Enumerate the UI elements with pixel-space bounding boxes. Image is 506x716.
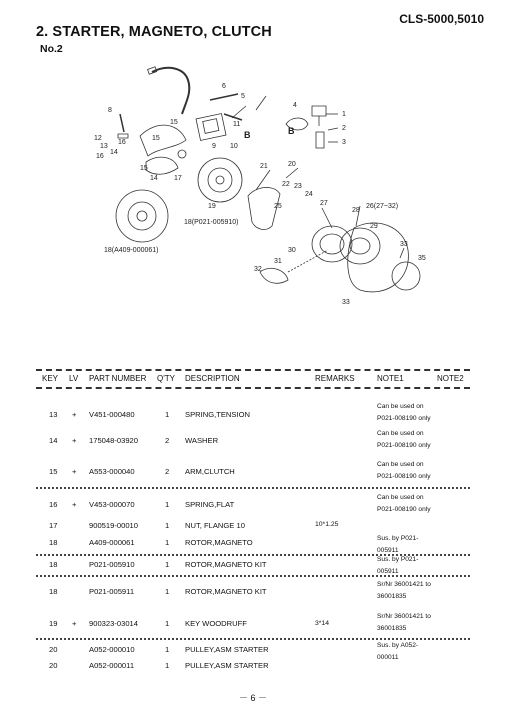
cell-qty: 1 (165, 645, 170, 654)
svg-text:27: 27 (320, 200, 328, 207)
group-divider (36, 575, 470, 577)
svg-text:30: 30 (288, 247, 296, 254)
cell-qty: 2 (165, 467, 170, 476)
cell-note1: Can be used on P021-008190 only (377, 430, 431, 449)
cell-lv: + (72, 467, 77, 476)
cell-note1: Can be used on P021-008190 only (377, 494, 431, 513)
col-header-note1: NOTE1 (377, 374, 404, 383)
cell-description: PULLEY,ASM STARTER (185, 661, 269, 670)
cell-note1: Sus. by P021- 005911 (377, 535, 419, 554)
model-number: CLS-5000,5010 (399, 12, 484, 26)
svg-text:5: 5 (241, 93, 245, 100)
svg-text:31: 31 (274, 258, 282, 265)
svg-text:23: 23 (294, 183, 302, 190)
cell-note1: Can be used on P021-008190 only (377, 461, 431, 480)
svg-text:14: 14 (150, 175, 158, 182)
col-header-note2: NOTE2 (437, 374, 464, 383)
cell-note1: Can be used on P021-008190 only (377, 403, 431, 422)
svg-text:25: 25 (274, 203, 282, 210)
cell-part-number: A052-000011 (89, 661, 135, 670)
svg-text:24: 24 (305, 191, 313, 198)
cell-part-number: 175048-03920 (89, 436, 138, 445)
cell-lv: + (72, 436, 77, 445)
svg-text:18(P021-005910): 18(P021-005910) (184, 219, 239, 226)
svg-text:20: 20 (288, 161, 296, 168)
svg-text:13: 13 (100, 143, 108, 150)
page-number: － 6 － (238, 693, 267, 703)
cell-qty: 1 (165, 538, 170, 547)
svg-text:17: 17 (174, 175, 182, 182)
cell-description: PULLEY,ASM STARTER (185, 645, 269, 654)
cell-description: ROTOR,MAGNETO (185, 538, 253, 547)
cell-lv: + (72, 500, 77, 509)
cell-part-number: A052-000010 (89, 645, 135, 654)
svg-text:1: 1 (342, 111, 346, 118)
col-header-qty: Q'TY (157, 374, 175, 383)
svg-text:28: 28 (352, 207, 360, 214)
cell-key: 16 (49, 500, 58, 509)
cell-key: 18 (49, 538, 58, 547)
svg-text:16: 16 (96, 153, 104, 160)
table-top-rule (36, 369, 470, 371)
cell-note1: Sus. by A052- 000011 (377, 642, 419, 661)
svg-text:19: 19 (208, 203, 216, 210)
cell-qty: 1 (165, 500, 170, 509)
cell-key: 17 (49, 521, 58, 530)
section-subtitle: No.2 (40, 43, 63, 55)
cell-description: ARM,CLUTCH (185, 467, 235, 476)
svg-text:2: 2 (342, 125, 346, 132)
cell-lv: + (72, 619, 77, 628)
cell-part-number: 900519-00010 (89, 521, 138, 530)
cell-qty: 1 (165, 619, 170, 628)
cell-description: KEY WOODRUFF (185, 619, 247, 628)
svg-text:21: 21 (260, 163, 268, 170)
cell-description: WASHER (185, 436, 219, 445)
svg-text:22: 22 (282, 181, 290, 188)
col-header-part-number: PART NUMBER (89, 374, 147, 383)
cell-part-number: A409-000061 (89, 538, 135, 547)
cell-part-number: A553-000040 (89, 467, 135, 476)
svg-text:15: 15 (170, 119, 178, 126)
cell-part-number: 900323-03014 (89, 619, 138, 628)
exploded-parts-diagram (60, 58, 460, 318)
group-divider (36, 487, 470, 489)
svg-text:33: 33 (342, 299, 350, 306)
cell-description: SPRING,FLAT (185, 500, 235, 509)
cell-qty: 1 (165, 560, 170, 569)
cell-note1: Sus. by P021- 005911 (377, 556, 419, 575)
cell-key: 19 (49, 619, 58, 628)
svg-text:3: 3 (342, 139, 346, 146)
cell-description: NUT, FLANGE 10 (185, 521, 245, 530)
svg-text:32: 32 (254, 266, 262, 273)
svg-text:35: 35 (418, 255, 426, 262)
col-header-remarks: REMARKS (315, 374, 355, 383)
cell-key: 18 (49, 587, 58, 596)
svg-text:26(27~32): 26(27~32) (366, 203, 399, 210)
table-header-rule (36, 387, 470, 389)
svg-text:8: 8 (108, 107, 112, 114)
svg-text:12: 12 (94, 135, 102, 142)
svg-text:B: B (244, 130, 251, 140)
cell-qty: 1 (165, 661, 170, 670)
svg-text:14: 14 (110, 149, 118, 156)
cell-remarks: 10*1.25 (315, 521, 339, 528)
svg-text:33: 33 (400, 241, 408, 248)
cell-key: 20 (49, 661, 58, 670)
cell-part-number: P021-005910 (89, 560, 135, 569)
svg-text:18(A409-000061): 18(A409-000061) (104, 247, 159, 254)
cell-key: 18 (49, 560, 58, 569)
cell-note1: Sr/Nr 36001421 to 36001835 (377, 581, 431, 600)
cell-qty: 1 (165, 587, 170, 596)
svg-text:16: 16 (118, 139, 126, 146)
cell-qty: 2 (165, 436, 170, 445)
cell-note1: Sr/Nr 36001421 to 36001835 (377, 613, 431, 632)
section-title: 2. STARTER, MAGNETO, CLUTCH (36, 24, 272, 40)
cell-key: 14 (49, 436, 58, 445)
cell-lv: + (72, 410, 77, 419)
cell-key: 20 (49, 645, 58, 654)
svg-text:B: B (288, 126, 295, 136)
col-header-description: DESCRIPTION (185, 374, 240, 383)
cell-key: 15 (49, 467, 58, 476)
cell-remarks: 3*14 (315, 620, 329, 627)
svg-text:29: 29 (370, 223, 378, 230)
cell-description: ROTOR,MAGNETO KIT (185, 560, 267, 569)
svg-text:6: 6 (222, 83, 226, 90)
cell-qty: 1 (165, 521, 170, 530)
svg-text:15: 15 (140, 165, 148, 172)
cell-description: ROTOR,MAGNETO KIT (185, 587, 267, 596)
cell-description: SPRING,TENSION (185, 410, 250, 419)
cell-key: 13 (49, 410, 58, 419)
col-header-lv: LV (69, 374, 79, 383)
svg-text:11: 11 (233, 121, 241, 128)
svg-text:10: 10 (230, 143, 238, 150)
cell-part-number: V453-000070 (89, 500, 135, 509)
cell-part-number: V451-000480 (89, 410, 135, 419)
col-header-key: KEY (42, 374, 59, 383)
cell-qty: 1 (165, 410, 170, 419)
svg-text:15: 15 (152, 135, 160, 142)
svg-text:4: 4 (293, 102, 297, 109)
cell-part-number: P021-005911 (89, 587, 135, 596)
svg-text:9: 9 (212, 143, 216, 150)
